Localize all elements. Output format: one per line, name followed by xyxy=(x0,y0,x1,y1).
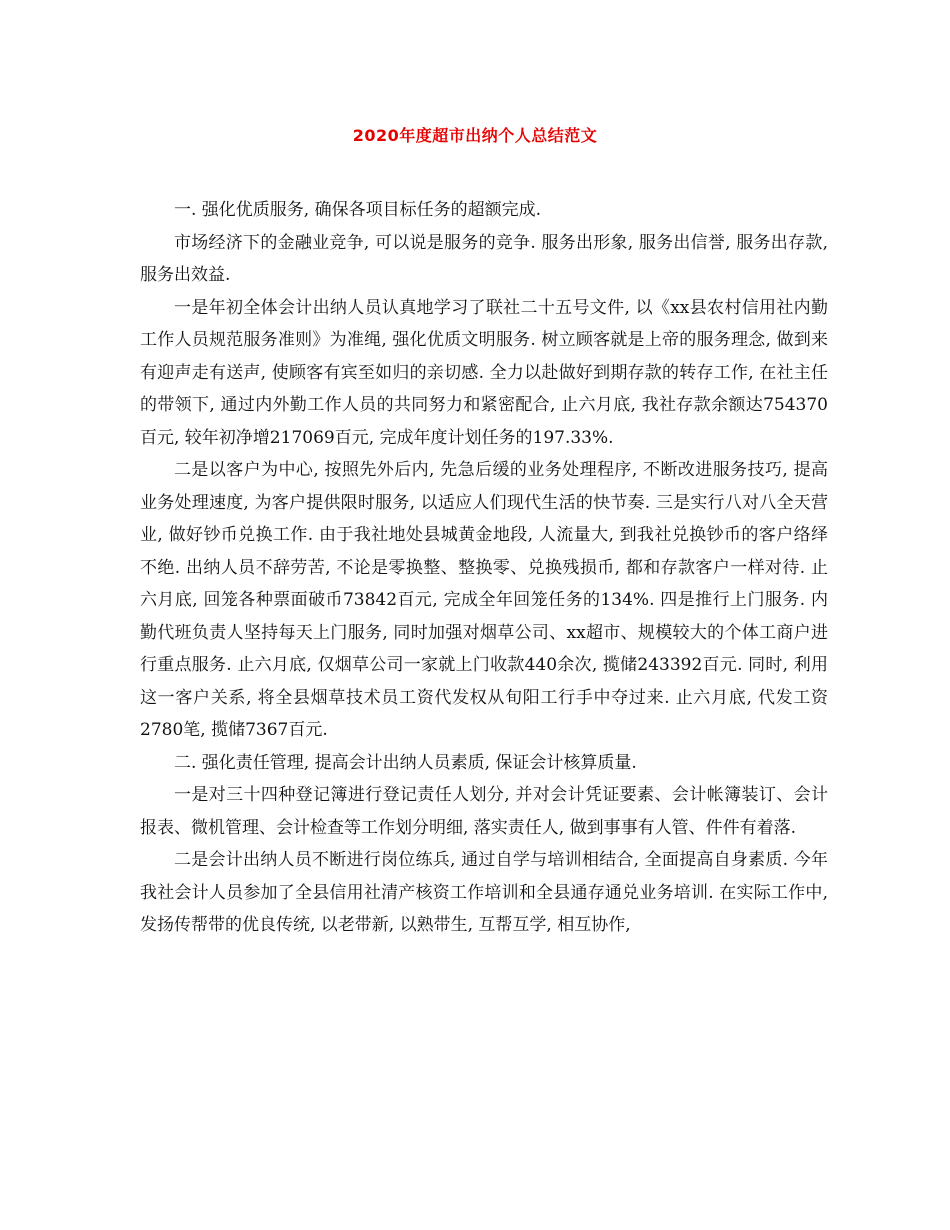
document-body xyxy=(140,194,828,942)
paragraph: 二是以客户为中心, 按照先外后内, 先急后缓的业务处理程序, 不断改进服务技巧, 提高业务处理速度, 为客户提供限时服务, 以适应人们现代生活的快节奏. 三是实行八对八全天营业, 做好钞币兑换工作. 由于我社地处县城黄金地段, 人流量大, 到我社兑换钞币的客户络绎不绝. 出纳人员不辞劳苦, 不论是零换整、整换零、兑换残损币, 都和存款客户一样对待. 止六月底, 回笼各种票面破币73842百元, 完成全年回笼任务的134%. 四是推行上门服务. 内勤代班负责人坚持每天上门服务, 同时加强对烟草公司、xx超市、规模较大的个体工商户进行重点服务. 止六月底, 仅烟草公司一家就上门收款440余次, 揽储243392百元. 同时, 利用这一客户关系, 将全县烟草技术员工资代发权从旬阳工行手中夺过来. 止六月底, 代发工资2780笔, 揽储7367百元. xyxy=(140,460,828,740)
paragraph-heading-2: 二. 强化责任管理, 提高会计出纳人员素质, 保证会计核算质量. xyxy=(174,752,637,773)
paragraph: 市场经济下的金融业竞争, 可以说是服务的竞争. 服务出形象, 服务出信誉, 服务出存款, 服务出效益. xyxy=(140,232,828,285)
paragraph: 一是年初全体会计出纳人员认真地学习了联社二十五号文件, 以《xx县农村信用社内勤工作人员规范服务准则》为准绳, 强化优质文明服务. 树立顾客就是上帝的服务理念, 做到来有迎声走有送声, 使顾客有宾至如归的亲切感. 全力以赴做好到期存款的转存工作, 在社主任的带领下, 通过内外勤工作人员的共同努力和紧密配合, 止六月底, 我社存款余额达754370百元, 较年初净增217069百元, 完成年度计划任务的197.33%. xyxy=(140,297,828,448)
paragraph-heading-1: 一. 强化优质服务, 确保各项目标任务的超额完成. xyxy=(174,200,542,220)
paragraph: 二是会计出纳人员不断进行岗位练兵, 通过自学与培训相结合, 全面提高自身素质. 今年我社会计人员参加了全县信用社清产核资工作培训和全县通存通兑业务培训. 在实际工作中, 发扬传帮带的优良传统, 以老带新, 以熟带生, 互帮互学, 相互协作, xyxy=(140,850,828,935)
document-title: 2020年度超市出纳个人总结范文 xyxy=(352,126,598,145)
paragraph: 一是对三十四种登记簿进行登记责任人划分, 并对会计凭证要素、会计帐簿装订、会计报表、微机管理、会计检查等工作划分明细, 落实责任人, 做到事事有人管、件件有着落. xyxy=(140,785,828,838)
